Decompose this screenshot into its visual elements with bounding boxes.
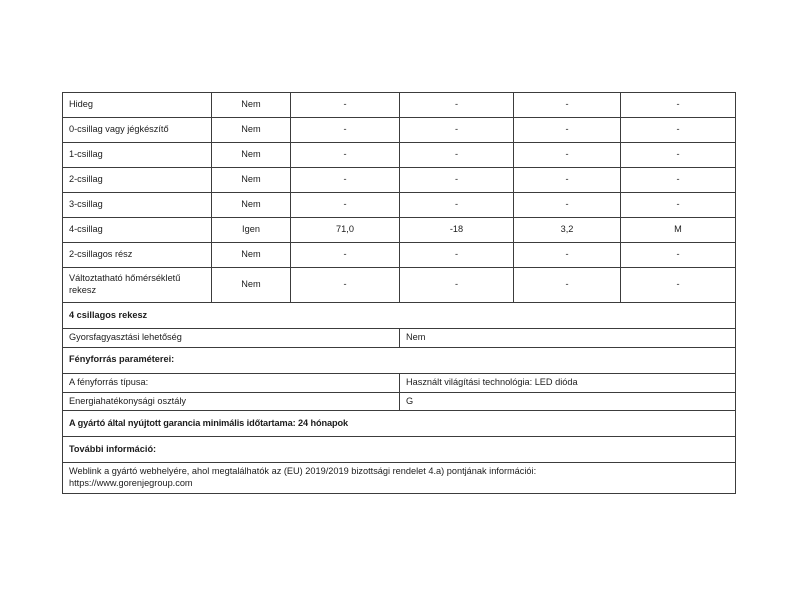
compartment-present: Nem [212,243,291,268]
compartment-freezing: - [514,243,621,268]
table-row [63,93,736,118]
compartment-class: - [621,268,736,303]
table-row [63,193,736,218]
compartment-label: Hideg [63,93,212,118]
compartment-freezing: - [514,118,621,143]
compartment-freezing: - [514,168,621,193]
product-fiche-sheet [62,92,735,494]
compartment-label: 0-csillag vagy jégkészítő [63,118,212,143]
energy-class-value: G [400,392,736,411]
compartment-temp: - [400,168,514,193]
compartment-volume: - [291,168,400,193]
compartment-label: Változtatható hőmérsékletű rekesz [63,268,212,303]
specification-table [62,92,736,494]
compartment-volume: - [291,118,400,143]
warranty-text: A gyártó által nyújtott garancia minimális időtartama: 24 hónapok [63,411,736,437]
compartment-class: M [621,218,736,243]
compartment-class: - [621,168,736,193]
compartment-temp: - [400,243,514,268]
table-row [63,463,736,494]
compartment-temp: - [400,143,514,168]
compartment-present: Nem [212,118,291,143]
compartment-temp: - [400,268,514,303]
table-row [63,329,736,348]
compartment-present: Nem [212,168,291,193]
light-source-type-value: Használt világítási technológia: LED dióda [400,373,736,392]
compartment-label: 4-csillag [63,218,212,243]
compartment-present: Igen [212,218,291,243]
compartment-temp: - [400,93,514,118]
compartment-class: - [621,118,736,143]
energy-class-label: Energiahatékonysági osztály [63,392,400,411]
compartment-freezing: - [514,268,621,303]
compartment-freezing: - [514,93,621,118]
compartment-temp: - [400,193,514,218]
table-row [63,268,736,303]
weblink-description: Weblink a gyártó webhelyére, ahol megtalálhatók az (EU) 2019/2019 bizottsági rendelet 4.a) pontjának információi: [69,466,537,477]
table-row [63,243,736,268]
compartment-volume: - [291,268,400,303]
compartment-volume: - [291,143,400,168]
compartment-freezing: 3,2 [514,218,621,243]
section-header-four-star: 4 csillagos rekesz [63,303,736,329]
compartment-label: 1-csillag [63,143,212,168]
compartment-class: - [621,93,736,118]
light-source-type-label: A fényforrás típusa: [63,373,400,392]
compartment-volume: 71,0 [291,218,400,243]
table-row [63,143,736,168]
compartment-label: 3-csillag [63,193,212,218]
section-header-light-source: Fényforrás paraméterei: [63,347,736,373]
table-row [63,118,736,143]
compartment-freezing: - [514,143,621,168]
compartment-temp: - [400,118,514,143]
table-row-section [63,437,736,463]
compartment-label: 2-csillag [63,168,212,193]
table-row [63,392,736,411]
table-row-section [63,347,736,373]
compartment-present: Nem [212,268,291,303]
compartment-present: Nem [212,93,291,118]
compartment-present: Nem [212,143,291,168]
fast-freeze-value: Nem [400,329,736,348]
compartment-class: - [621,143,736,168]
compartment-volume: - [291,193,400,218]
weblink-url[interactable]: https://www.gorenjegroup.com [69,478,193,489]
compartment-volume: - [291,243,400,268]
table-row-section [63,303,736,329]
weblink-cell [63,463,736,494]
compartment-present: Nem [212,193,291,218]
table-row [63,218,736,243]
fast-freeze-label: Gyorsfagyasztási lehetőség [63,329,400,348]
table-row [63,168,736,193]
section-header-more-info: További információ: [63,437,736,463]
table-row [63,373,736,392]
compartment-class: - [621,193,736,218]
compartment-label: 2-csillagos rész [63,243,212,268]
compartment-class: - [621,243,736,268]
compartment-temp: -18 [400,218,514,243]
table-row-section [63,411,736,437]
compartment-freezing: - [514,193,621,218]
compartment-volume: - [291,93,400,118]
